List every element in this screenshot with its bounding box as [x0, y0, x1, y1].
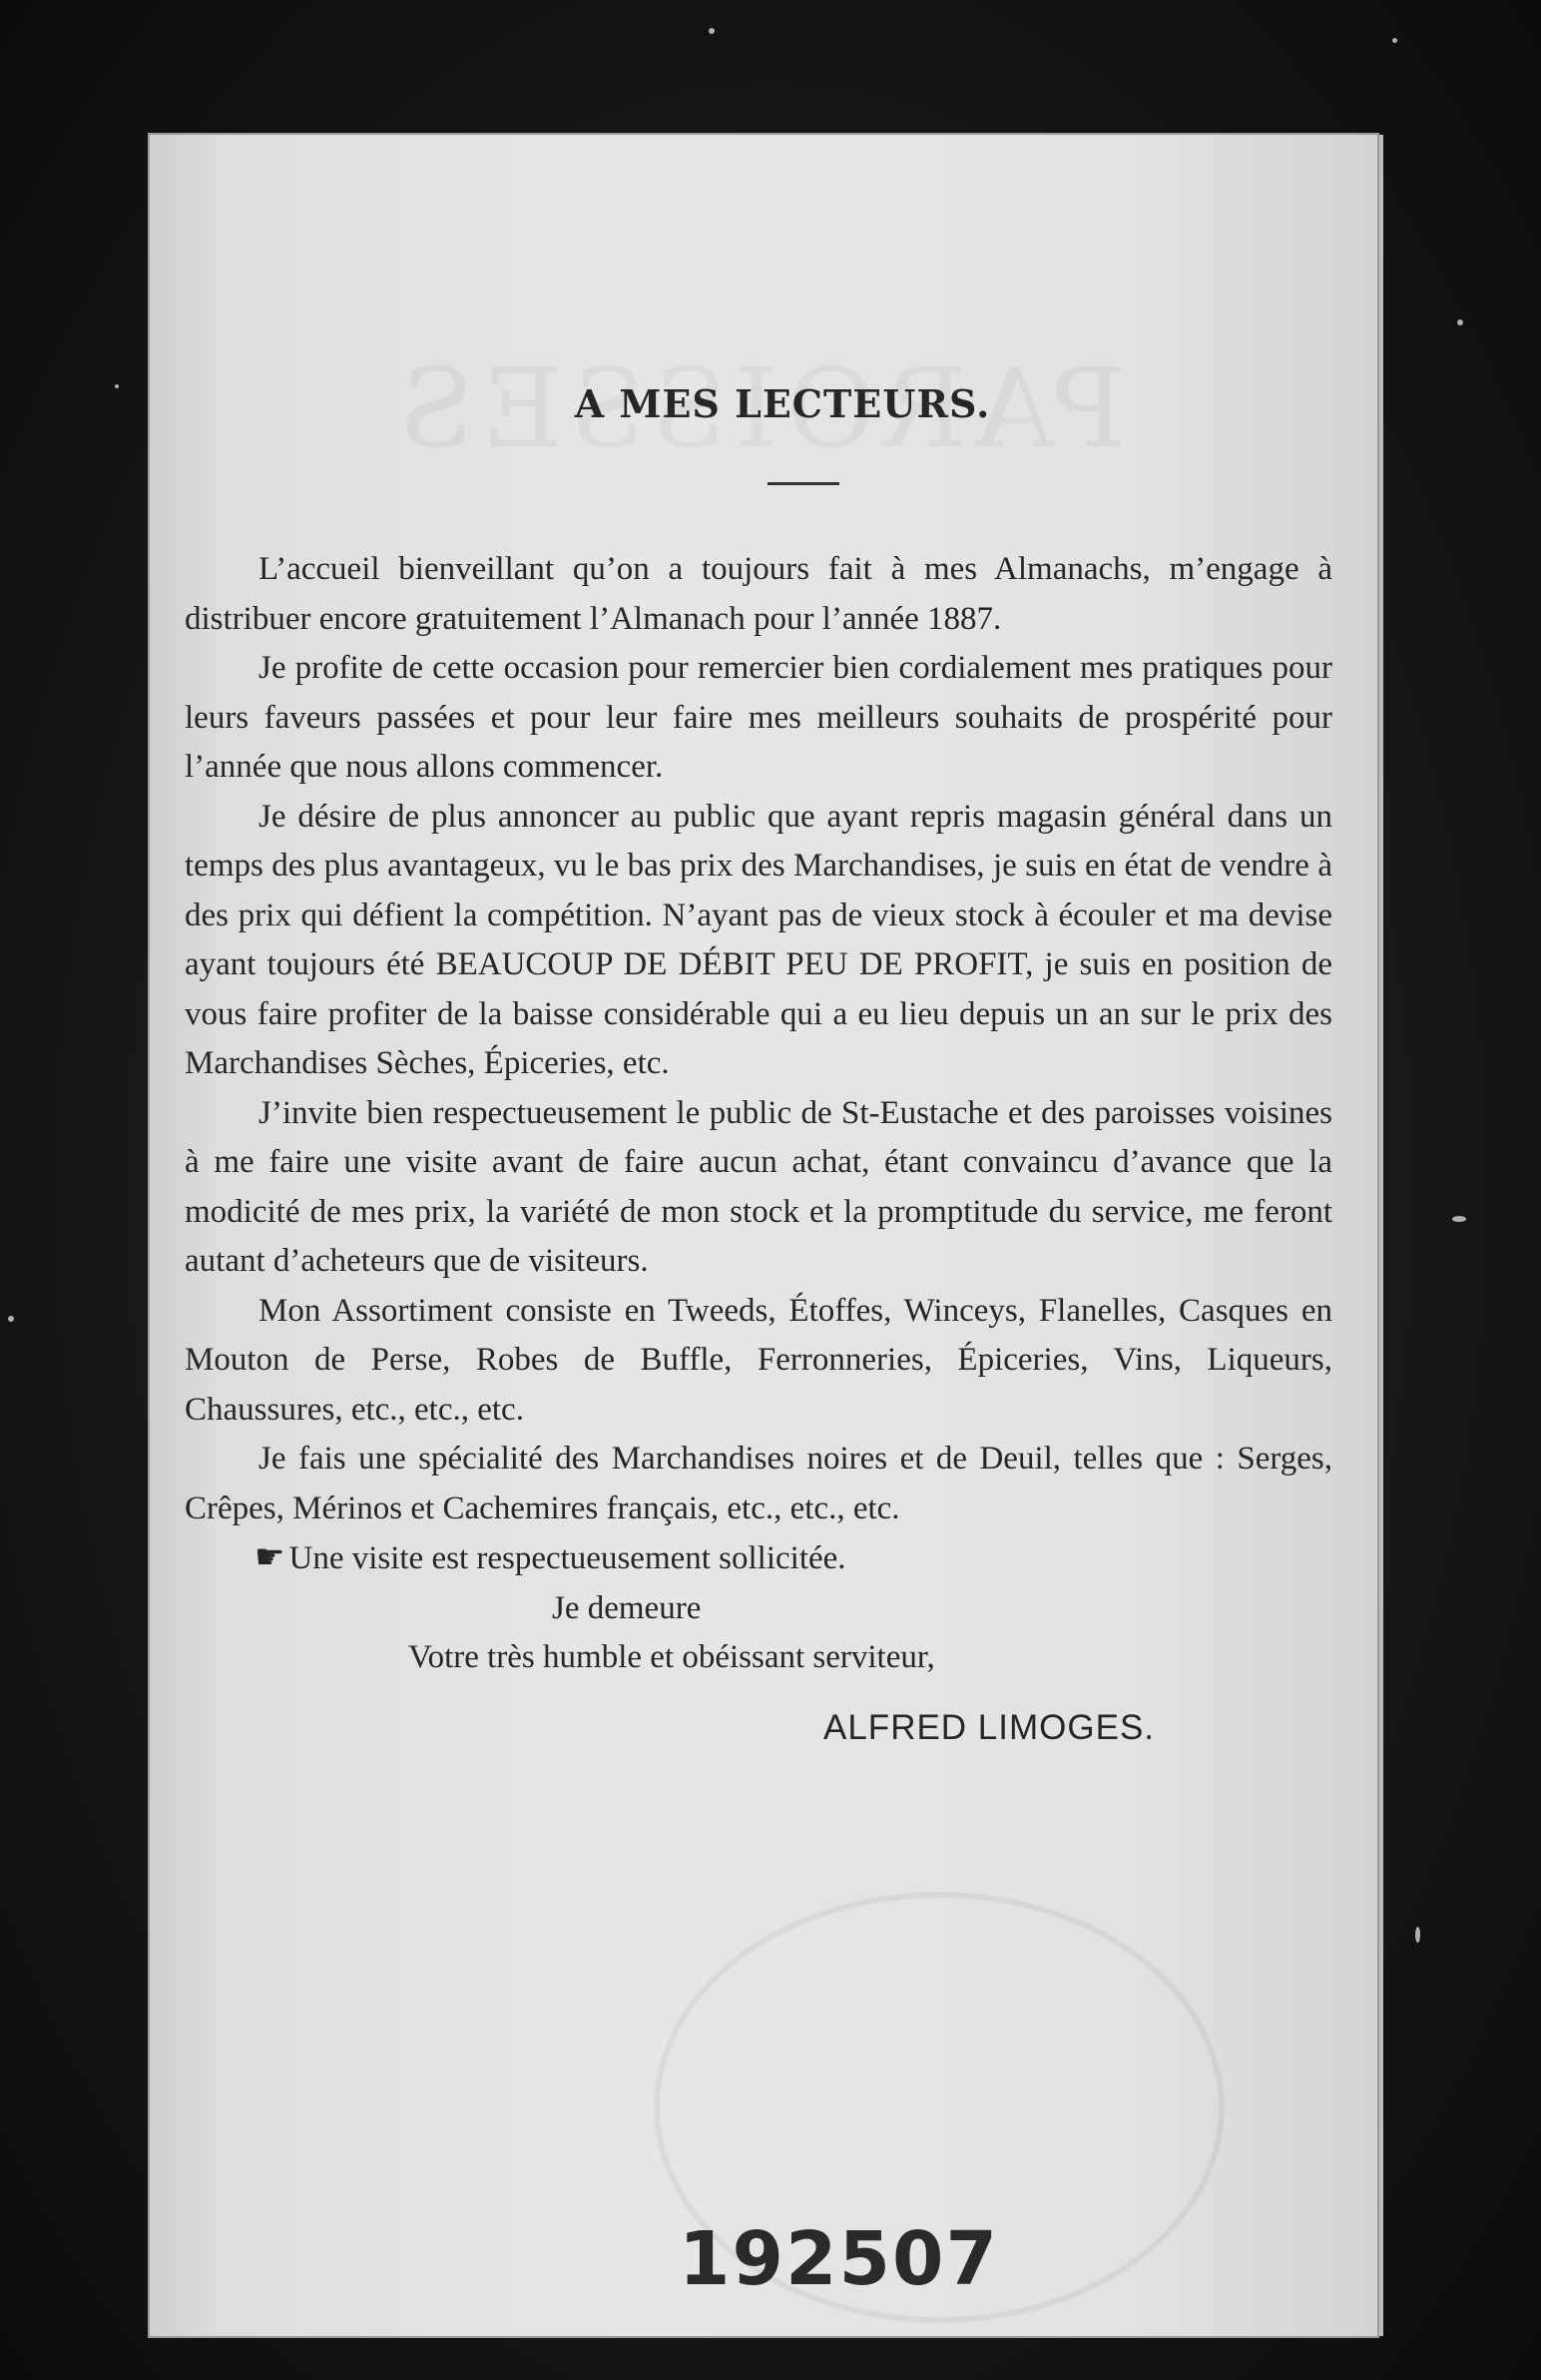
dust-speck — [1452, 1216, 1466, 1222]
dust-speck — [709, 28, 715, 34]
paragraph: L’accueil bienveillant qu’on a toujours fait à mes Almanachs, m’engage à distribuer encore gratuitement l’Almanach pour l’année 1887. — [185, 551, 1332, 637]
dust-speck — [1415, 1927, 1420, 1943]
letter-body — [185, 374, 1332, 1752]
visit-text: Une visite est respectueusement sollicitée. — [288, 1540, 846, 1576]
title-rule — [768, 482, 839, 485]
catalog-number: 192507 — [679, 2216, 999, 2302]
page-title: A MES LECTEURS. — [574, 381, 991, 426]
closing-serviteur: Votre très humble et obéissant serviteur, — [408, 1639, 935, 1675]
visit-line — [185, 1533, 1332, 1584]
dust-speck — [8, 1316, 14, 1322]
paragraph: J’invite bien respectueusement le public de St-Eustache et des paroisses voisines à me faire une visite avant de faire aucun achat, étant convaincu d’avance que la modicité de mes prix, la variété de mon stock et la promptitude du service, me feront autant d’acheteurs que de visiteurs. — [185, 1094, 1332, 1279]
paragraph: Je désire de plus annoncer au public que ayant repris magasin général dans un temps des plus avantageux, vu le bas prix des Marchandises, je suis en état de vendre à des prix qui défient la compétition. N’ayant pas de vieux stock à écouler et ma devise ayant toujours été BEAUCOUP DE DÉBIT PEU DE PROFIT, je suis en position de vous faire profiter de la baisse considérable qui a eu lieu depuis un an sur le prix des Marchandises Sèches, Épiceries, etc. — [185, 798, 1332, 1081]
almanac-page — [150, 135, 1377, 2336]
paragraph: Je profite de cette occasion pour remercier bien cordialement mes pratiques pour leurs faveurs passées et pour leur faire mes meilleurs souhaits de prospérité pour l’année que nous allons commencer. — [185, 650, 1332, 785]
closing-demeure: Je demeure — [552, 1589, 702, 1626]
dust-speck — [1457, 319, 1463, 325]
pointing-hand-icon: ☛ — [255, 1537, 285, 1577]
paragraph: Je fais une spécialité des Marchandises noires et de Deuil, telles que : Serges, Crêpes, Mérinos et Cachemires français, etc., etc., etc. — [185, 1441, 1332, 1526]
signature: ALFRED LIMOGES. — [823, 1707, 1156, 1747]
paragraph: Mon Assortiment consiste en Tweeds, Étoffes, Winceys, Flanelles, Casques en Mouton de Perse, Robes de Buffle, Ferronneries, Épiceries, Vins, Liqueurs, Chaussures, etc., etc., etc. — [185, 1292, 1332, 1428]
dust-speck — [115, 384, 119, 388]
dust-speck — [1392, 38, 1397, 43]
